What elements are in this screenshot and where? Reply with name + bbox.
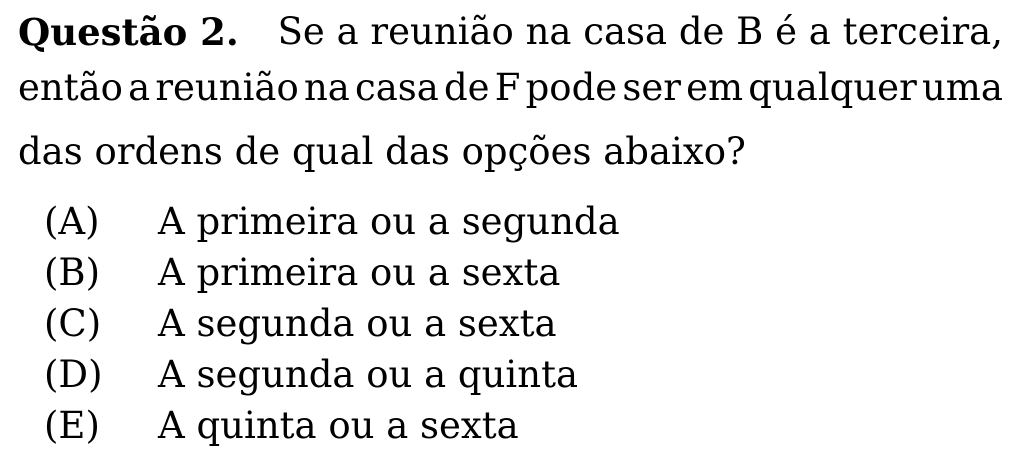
question-word: reunião [155, 66, 299, 109]
option-text: A segunda ou a sexta [158, 302, 557, 345]
question-text-line-3: das ordens de qual das opções abaixo? [18, 130, 746, 173]
question-word: pode [525, 66, 618, 109]
question-text-line-1: Se a reunião na casa de B é a terceira, [277, 10, 1003, 53]
question-word: ser [622, 66, 681, 109]
option-letter: (C) [44, 302, 102, 345]
option-letter: (D) [44, 353, 103, 396]
question-word: em [686, 66, 744, 109]
question-word: uma [921, 66, 1003, 109]
question-word: a [128, 66, 151, 109]
option-text: A segunda ou a quinta [158, 353, 579, 396]
option-letter: (A) [44, 200, 100, 243]
question-line-2 [18, 66, 1003, 110]
question-label: Questão 2. [18, 10, 239, 54]
question-word: qualquer [748, 66, 917, 109]
question-word: de [444, 66, 490, 109]
option-text: A quinta ou a sexta [158, 404, 519, 447]
question-line-1 [18, 10, 1003, 54]
question-word: então [18, 66, 123, 109]
option-text: A primeira ou a sexta [158, 251, 561, 294]
option-letter: (B) [44, 251, 101, 294]
option-text: A primeira ou a segunda [158, 200, 620, 243]
question-word: casa [355, 66, 439, 109]
option-letter: (E) [44, 404, 100, 447]
question-line-3 [18, 130, 746, 174]
question-word: na [303, 66, 350, 109]
question-word: F [494, 66, 521, 109]
